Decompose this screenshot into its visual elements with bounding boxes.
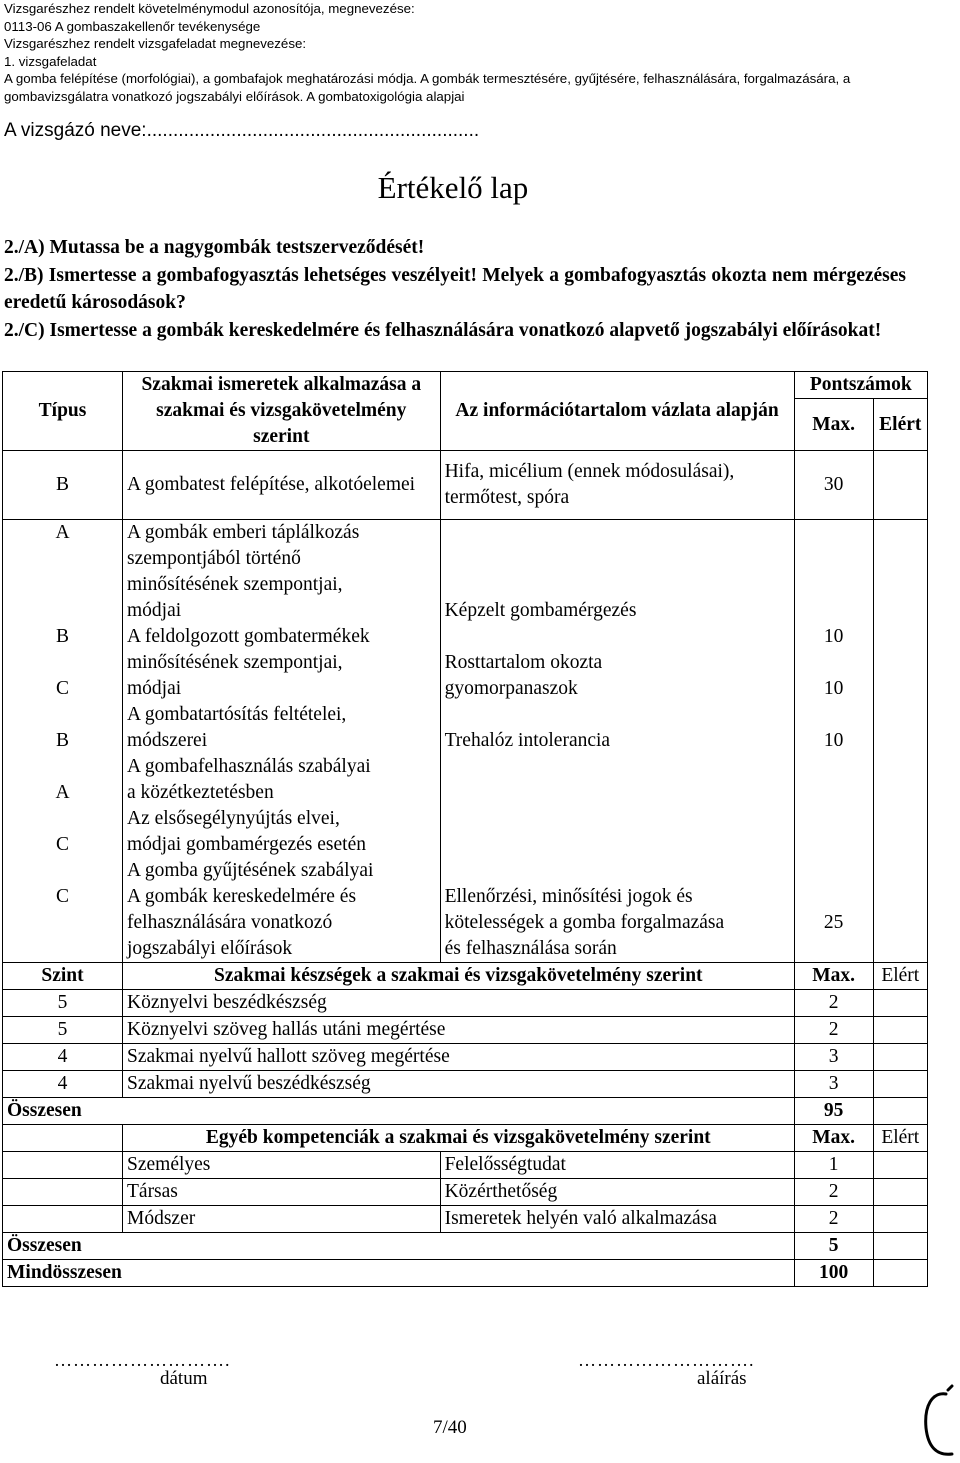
task-item: 2./C) Ismertesse a gombák kereskedelmére és felhasználására vonatkozó alapvető jogszabályi előírásokat!	[4, 319, 882, 341]
max-cell: 2	[794, 1206, 873, 1233]
max-header: Max.	[794, 399, 873, 451]
competency-cell: Közérthetőség	[440, 1179, 794, 1206]
skill-name-cell: Köznyelvi beszédkészség	[123, 990, 795, 1017]
max-header: Max.	[794, 1125, 873, 1152]
level-cell: 4	[3, 1071, 123, 1098]
header-line: gombavizsgálatra vonatkozó jogszabályi előírások. A gombatoxigológia alapjai	[4, 88, 465, 104]
level-cell: 5	[3, 1017, 123, 1044]
document-header	[4, 0, 954, 105]
empty-cell	[3, 1152, 123, 1179]
category-cell: Módszer	[123, 1206, 441, 1233]
table-row	[3, 520, 928, 963]
table-row	[3, 1017, 928, 1044]
achieved-header: Elért	[873, 963, 927, 990]
header-line: 0113-06 A gombaszakellenőr tevékenysége	[4, 18, 261, 34]
table-header-row	[3, 372, 928, 399]
max-cell: 3	[794, 1071, 873, 1098]
achieved-cell	[873, 1206, 927, 1233]
achieved-cell	[873, 1260, 927, 1287]
empty-cell	[3, 1179, 123, 1206]
date-label: dátum	[160, 1368, 208, 1389]
header-line: Vizsgarészhez rendelt követelménymodul azonosítója, megnevezése:	[4, 1, 415, 16]
subtotal-label: Összesen	[3, 1233, 795, 1260]
topic-column-block: A gombák emberi táplálkozás szempontjából történő minősítésének szempontjai, módjai A feldolgozott gombatermékek minősítésének szempontjai, módjai A gombatartósítás feltételei, módszerei A gombafelhasználás szabályai a közétkeztetésben Az elsősegélynyújtás elvei, módjai gombamérgezés esetén A gomba gyűjtésének szabályai A gombák kereskedelmére és felhasználására vonatkozó jogszabályi előírások	[123, 520, 441, 963]
level-cell: 5	[3, 990, 123, 1017]
other-competencies-title: Egyéb kompetenciák a szakmai és vizsgakövetelmény szerint	[123, 1125, 795, 1152]
max-cell: 30	[794, 451, 873, 520]
category-cell: Személyes	[123, 1152, 441, 1179]
subtotal-value: 5	[794, 1233, 873, 1260]
skill-name-cell: Szakmai nyelvű hallott szöveg megértése	[123, 1044, 795, 1071]
header-line: A gomba felépítése (morfológiai), a gombafajok meghatározási módja. A gombák termesztésére, gyűjtésére, felhasználására, forgalmazására, a	[4, 71, 851, 86]
header-line: Vizsgarészhez rendelt vizsgafeladat megnevezése:	[4, 36, 307, 51]
max-cell: 1	[794, 1152, 873, 1179]
info-cell: Hifa, micélium (ennek módosulásai), termőtest, spóra	[440, 451, 794, 520]
max-column-block: 10 10 10 25	[794, 520, 873, 963]
header-line: 1. vizsgafeladat	[4, 53, 97, 69]
other-competencies-header-row	[3, 1125, 928, 1152]
achieved-cell	[873, 1152, 927, 1179]
competency-cell: Felelősségtudat	[440, 1152, 794, 1179]
achieved-cell	[873, 520, 927, 963]
table-row	[3, 990, 928, 1017]
max-cell: 2	[794, 1179, 873, 1206]
signature-label: aláírás	[697, 1368, 747, 1389]
max-cell: 3	[794, 1044, 873, 1071]
skill-name-cell: Köznyelvi szöveg hallás utáni megértése	[123, 1017, 795, 1044]
achieved-cell	[873, 1071, 927, 1098]
table-row	[3, 451, 928, 520]
date-dotted-line: ……………………….	[54, 1350, 231, 1370]
table-row	[3, 1071, 928, 1098]
info-header: Az információtartalom vázlata alapján	[440, 372, 794, 451]
level-cell: 4	[3, 1044, 123, 1071]
competency-cell: Ismeretek helyén való alkalmazása	[440, 1206, 794, 1233]
category-cell: Társas	[123, 1179, 441, 1206]
page-number: 7/40	[433, 1417, 467, 1438]
grand-total-value: 100	[794, 1260, 873, 1287]
subtotal-value: 95	[794, 1098, 873, 1125]
achieved-cell	[873, 1017, 927, 1044]
skills-title: Szakmai készségek a szakmai és vizsgakövetelmény szerint	[123, 963, 795, 990]
grand-total-label: Mindösszesen	[3, 1260, 795, 1287]
corner-mark-icon	[918, 1384, 958, 1460]
achieved-cell	[873, 1233, 927, 1260]
empty-cell	[3, 1206, 123, 1233]
achieved-cell	[873, 1179, 927, 1206]
achieved-cell	[873, 990, 927, 1017]
topic-cell: A gombatest felépítése, alkotóelemei	[123, 451, 441, 520]
table-row	[3, 1152, 928, 1179]
type-column-block: A B C B A C C	[3, 520, 123, 963]
achieved-cell	[873, 1098, 927, 1125]
achieved-header: Elért	[873, 1125, 927, 1152]
skill-name-cell: Szakmai nyelvű beszédkészség	[123, 1071, 795, 1098]
page-title: Értékelő lap	[377, 170, 529, 205]
max-cell: 2	[794, 990, 873, 1017]
type-header: Típus	[3, 372, 123, 451]
task-item: 2./B) Ismertesse a gombafogyasztás lehetséges veszélyeit! Melyek a gombafogyasztás okozta nem mérgezéses eredetű károsodások?	[4, 264, 906, 313]
evaluation-table	[2, 371, 928, 1287]
subtotal-label: Összesen	[3, 1098, 795, 1125]
achieved-header: Elért	[873, 399, 927, 451]
achieved-cell	[873, 451, 927, 520]
level-header: Szint	[3, 963, 123, 990]
points-header: Pontszámok	[794, 372, 927, 399]
subtotal-row	[3, 1098, 928, 1125]
empty-cell	[3, 1125, 123, 1152]
subtotal-row	[3, 1233, 928, 1260]
grand-total-row	[3, 1260, 928, 1287]
topic-header: Szakmai ismeretek alkalmazása a szakmai és vizsgakövetelmény szerint	[123, 372, 441, 451]
type-cell: B	[3, 451, 123, 520]
examinee-name-field: A vizsgázó neve:...............................................................	[4, 120, 480, 141]
table-row	[3, 1179, 928, 1206]
max-header: Max.	[794, 963, 873, 990]
table-row	[3, 1044, 928, 1071]
achieved-cell	[873, 1044, 927, 1071]
signature-dotted-line: ……………………….	[578, 1350, 755, 1370]
max-cell: 2	[794, 1017, 873, 1044]
task-list	[4, 234, 906, 344]
info-column-block: Képzelt gombamérgezés Rosttartalom okozta gyomorpanaszok Trehalóz intolerancia Ellenőrzési, minősítési jogok és kötelességek a gomba forgalmazása és felhasználása során	[440, 520, 794, 963]
task-item: 2./A) Mutassa be a nagygombák testszerveződését!	[4, 237, 425, 258]
skills-header-row	[3, 963, 928, 990]
table-row	[3, 1206, 928, 1233]
